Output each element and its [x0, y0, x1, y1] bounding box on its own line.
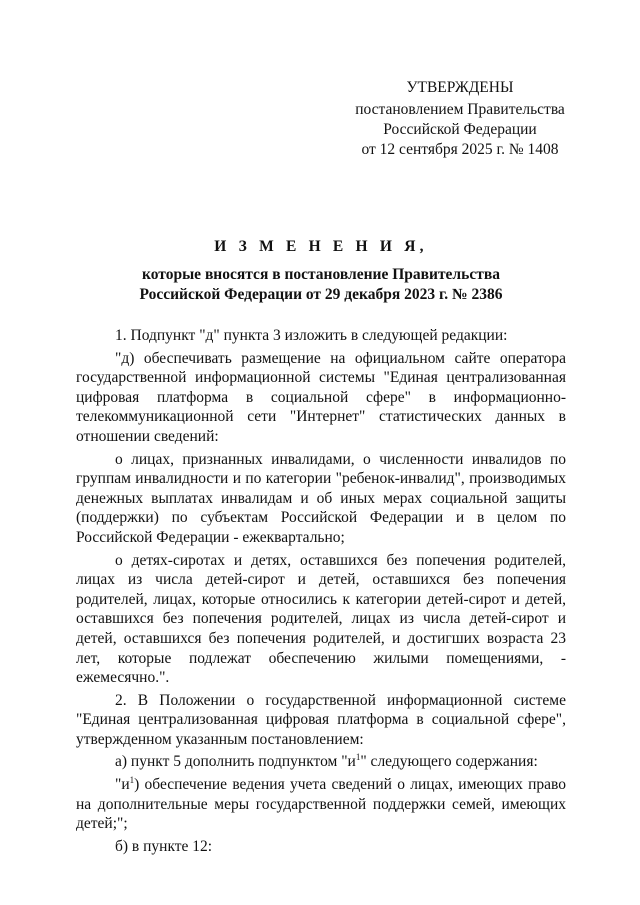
- text-run: а) пункт 5 дополнить подпунктом "и: [115, 753, 356, 771]
- paragraph: "д) обеспечивать размещение на официальном сайте оператора государственной информационной системы "Единая централизованная цифровая платформа в социальной сфере" в информационно-телекоммуникационной сети "Интернет" статистических данных в отношении сведений:: [76, 349, 566, 445]
- paragraph: о лицах, признанных инвалидами, о численности инвалидов по группам инвалидности и по категории "ребенок-инвалид", производимых денежных выплатах инвалидам и об иных мерах социальной защиты (поддержки) по субъектам Российской Федерации и в целом по Российской Федерации - ежеквартально;: [76, 450, 566, 546]
- approval-line: Российской Федерации: [383, 121, 537, 138]
- text-run: " следующего содержания:: [360, 753, 538, 771]
- approval-title: УТВЕРЖДЕНЫ: [406, 79, 514, 96]
- document-subtitle: которые вносятся в постановление Правительства: [142, 266, 500, 283]
- document-heading: [76, 237, 566, 305]
- text-run: "и: [115, 776, 130, 794]
- document-title: И З М Е Н Е Н И Я,: [214, 238, 428, 255]
- paragraph: б) в пункте 12:: [115, 837, 213, 855]
- paragraph: [76, 752, 566, 772]
- paragraph: 1. Подпункт "д" пункта 3 изложить в следующей редакции:: [115, 327, 508, 344]
- approval-line: постановлением Правительства: [355, 101, 565, 118]
- superscript: 1: [355, 752, 361, 763]
- document-body: [76, 326, 566, 859]
- approval-block: [340, 78, 580, 160]
- text-run: ) обеспечение ведения учета сведений о лицах, имеющих право на дополнительные меры государственной поддержки семей, имеющих детей;";: [76, 776, 566, 833]
- paragraph: 2. В Положении о государственной информационной системе "Единая централизованная цифровая платформа в социальной сфере", утвержденном указанным постановлением:: [76, 691, 566, 748]
- approval-date: от 12 сентября 2025 г. № 1408: [361, 141, 559, 158]
- paragraph: [76, 775, 566, 834]
- paragraph: о детях-сиротах и детях, оставшихся без попечения родителей, лицах из числа детей-сирот и детей, оставшихся без попечения родителей, лицах, которые относились к категории детей-сирот и детей, оставшихся без попечения родителей, лицах из числа детей-сирот и детей, оставшихся без попечения родителей, и достигших возраста 23 лет, которые подлежат обеспечению жилыми помещениями, - ежемесячно.".: [76, 551, 566, 687]
- superscript: 1: [129, 774, 135, 785]
- document-subtitle: Российской Федерации от 29 декабря 2023 г. № 2386: [139, 286, 503, 303]
